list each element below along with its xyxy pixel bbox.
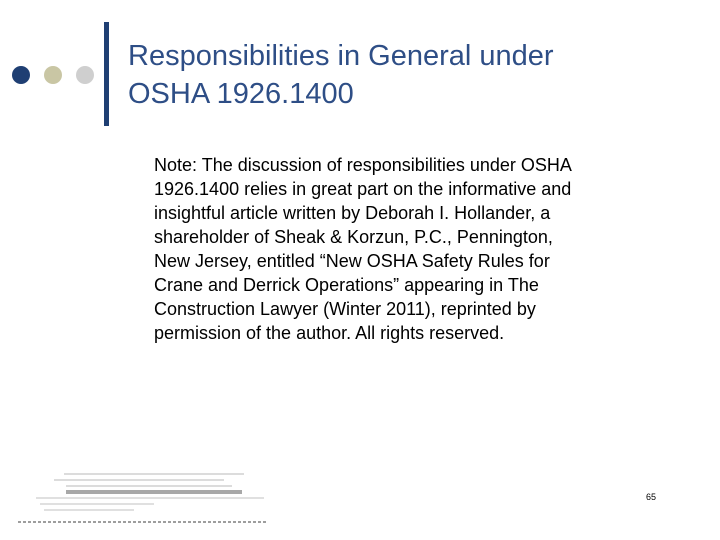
slide-title	[128, 37, 688, 113]
title-divider	[104, 22, 109, 126]
title-line-2: OSHA 1926.1400	[128, 78, 354, 110]
dot-icon	[76, 66, 94, 84]
page-number: 65	[646, 492, 657, 502]
dot-icon	[12, 66, 30, 84]
note-line: 1926.1400 relies in great part on the informative and	[154, 179, 572, 199]
dot-icon	[44, 66, 62, 84]
note-line: New Jersey, entitled “New OSHA Safety Rules for	[154, 251, 550, 271]
note-line: permission of the author. All rights reserved.	[154, 323, 505, 343]
note-line: Note: The discussion of responsibilities under OSHA	[154, 155, 572, 175]
note-line: Crane and Derrick Operations” appearing in The	[154, 275, 539, 295]
note-line: Construction Lawyer (Winter 2011), reprinted by	[154, 299, 536, 319]
note-line: shareholder of Sheak & Korzun, P.C., Pennington,	[154, 227, 553, 247]
title-line-1: Responsibilities in General under	[128, 40, 554, 72]
note-line: insightful article written by Deborah I. Hollander, a	[154, 203, 551, 223]
scanned-letterhead-graphic	[14, 470, 272, 528]
note-paragraph	[154, 153, 674, 345]
